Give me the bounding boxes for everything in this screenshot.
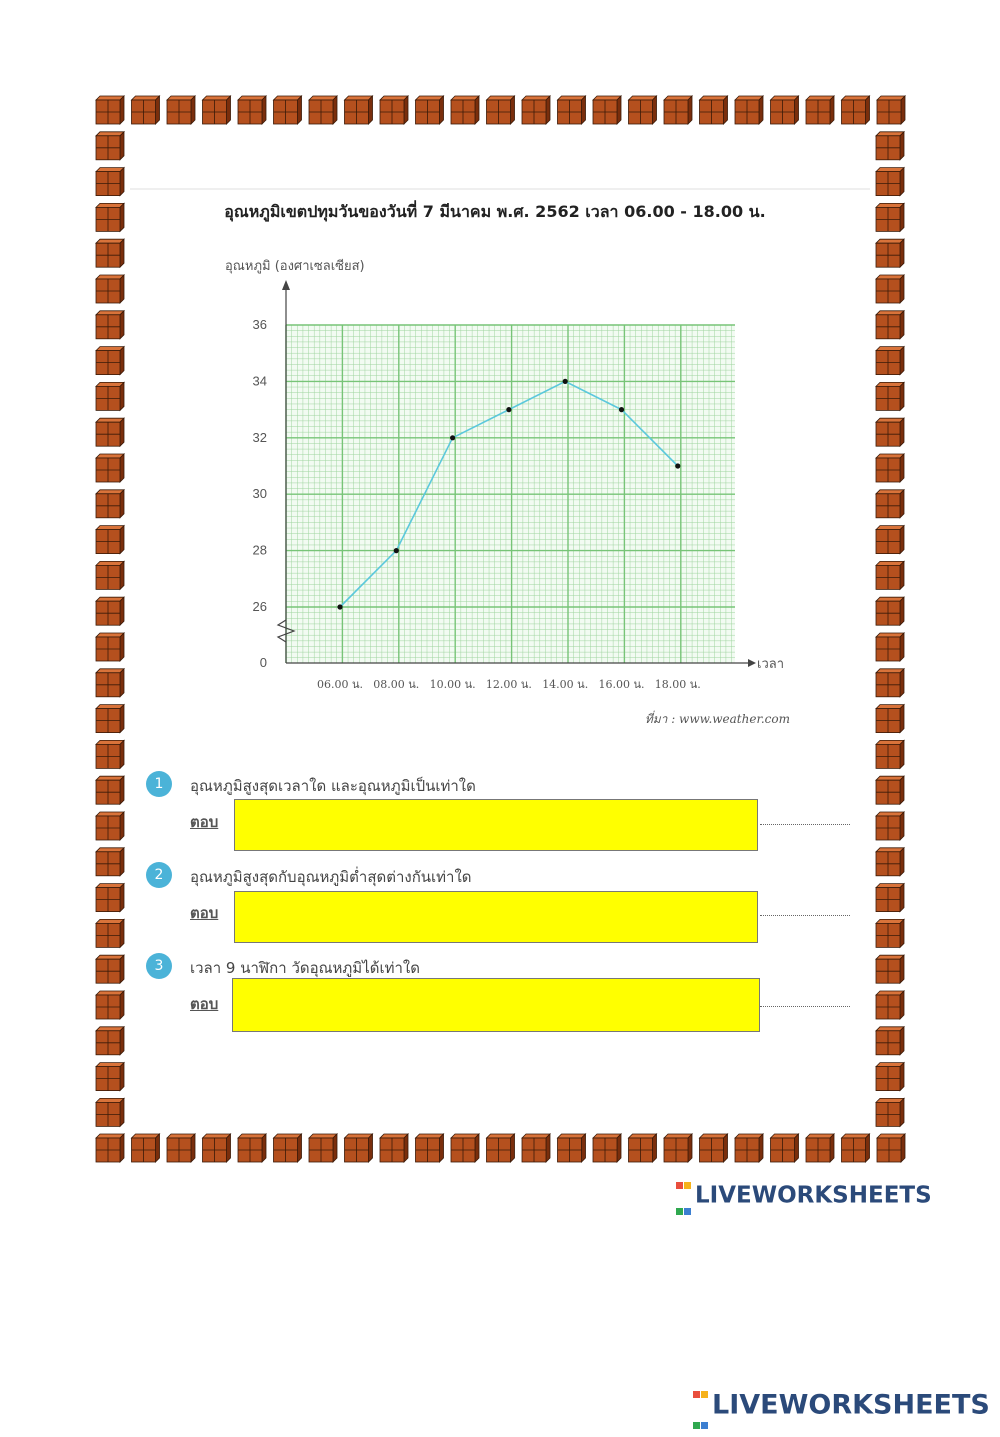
brick-box-icon: [876, 597, 904, 625]
brick-box-icon: [664, 1134, 692, 1162]
brick-box-icon: [806, 1134, 834, 1162]
x-tick-label: 06.00 น.: [316, 678, 364, 691]
brick-box-icon: [238, 96, 266, 124]
brick-box-icon: [876, 848, 904, 876]
x-tick-label: 18.00 น.: [654, 678, 701, 691]
question-2-answer-label: ตอบ: [190, 904, 219, 922]
brick-box-icon: [96, 812, 124, 840]
brick-box-icon: [96, 311, 124, 339]
answer-dotted-line: [760, 824, 850, 825]
question-1-answer-label: ตอบ: [190, 813, 219, 831]
brick-box-icon: [132, 96, 160, 124]
question-3-answer-label: ตอบ: [190, 995, 219, 1013]
brick-box-icon: [522, 96, 550, 124]
brick-box-icon: [345, 1134, 373, 1162]
answer-dotted-line: [760, 915, 850, 916]
brick-box-icon: [96, 705, 124, 733]
question-3-text: เวลา 9 นาฬิกา วัดอุณหภูมิได้เท่าใด: [190, 959, 420, 977]
data-point: [450, 435, 455, 440]
brick-box-icon: [629, 96, 657, 124]
question-1-text: อุณหภูมิสูงสุดเวลาใด และอุณหภูมิเป็นเท่าใด: [190, 777, 476, 795]
chart-title: อุณหภูมิเขตปทุมวันของวันที่ 7 มีนาคม พ.ศ. 2562 เวลา 06.00 - 18.00 น.: [224, 202, 766, 221]
brick-box-icon: [96, 526, 124, 554]
brick-box-icon: [558, 96, 586, 124]
brick-box-icon: [487, 1134, 515, 1162]
brick-box-icon: [771, 1134, 799, 1162]
brick-box-icon: [806, 96, 834, 124]
y-tick-label: 36: [252, 317, 267, 332]
brick-box-icon: [664, 96, 692, 124]
brick-box-icon: [309, 96, 337, 124]
brick-box-icon: [203, 1134, 231, 1162]
y-tick-label: 32: [252, 429, 267, 445]
brick-box-icon: [876, 275, 904, 303]
brick-box-icon: [96, 418, 124, 446]
brick-box-icon: [380, 96, 408, 124]
brick-box-icon: [522, 1134, 550, 1162]
data-point: [563, 379, 568, 384]
question-2-answer-input[interactable]: [234, 891, 758, 943]
brick-box-icon: [876, 561, 904, 589]
brick-box-icon: [203, 96, 231, 124]
brick-box-icon: [96, 132, 124, 160]
x-tick-label: 14.00 น.: [542, 678, 589, 691]
brick-box-icon: [877, 96, 905, 124]
liveworksheets-logo-icon: [676, 1170, 692, 1222]
question-3-answer-input[interactable]: [232, 978, 760, 1032]
y-axis-label: อุณหภูมิ (องศาเซลเซียส): [225, 259, 365, 274]
source-note: ที่มา : www.weather.com: [644, 712, 790, 726]
question-2-number: 2: [146, 862, 172, 888]
brick-box-icon: [876, 239, 904, 267]
y-axis-arrow: [282, 280, 290, 290]
brick-box-icon: [96, 848, 124, 876]
y-tick-label: 28: [252, 542, 267, 558]
brick-box-icon: [96, 275, 124, 303]
data-point: [337, 604, 342, 609]
brick-box-icon: [876, 884, 904, 912]
brick-box-icon: [132, 1134, 160, 1162]
brick-box-icon: [700, 96, 728, 124]
brick-box-icon: [238, 1134, 266, 1162]
brick-box-icon: [96, 1098, 124, 1126]
brick-box-icon: [876, 1063, 904, 1091]
x-tick-label: 10.00 น.: [429, 678, 476, 691]
brick-box-icon: [96, 239, 124, 267]
liveworksheets-logo: LIVEWORKSHEETS: [676, 1170, 932, 1222]
brick-box-icon: [735, 1134, 763, 1162]
brick-box-icon: [876, 991, 904, 1019]
brick-box-icon: [96, 1063, 124, 1091]
brick-box-icon: [345, 96, 373, 124]
brick-box-icon: [876, 418, 904, 446]
brick-box-icon: [96, 203, 124, 231]
liveworksheets-logo-footer: LIVEWORKSHEETS: [693, 1375, 990, 1437]
question-3-number: 3: [146, 953, 172, 979]
brick-box-icon: [876, 1027, 904, 1055]
brick-box-icon: [771, 96, 799, 124]
brick-box-icon: [876, 919, 904, 947]
question-1-answer-input[interactable]: [234, 799, 758, 851]
brick-box-icon: [876, 955, 904, 983]
brick-box-icon: [876, 347, 904, 375]
brick-box-icon: [842, 1134, 870, 1162]
brick-box-icon: [700, 1134, 728, 1162]
brick-box-icon: [876, 740, 904, 768]
brick-box-icon: [309, 1134, 337, 1162]
brick-box-icon: [629, 1134, 657, 1162]
data-point: [394, 548, 399, 553]
brick-box-icon: [842, 96, 870, 124]
brick-box-icon: [96, 633, 124, 661]
liveworksheets-logo-icon: [693, 1375, 709, 1437]
brick-box-icon: [96, 740, 124, 768]
brick-box-icon: [96, 597, 124, 625]
brick-box-icon: [876, 168, 904, 196]
x-axis-arrow: [748, 659, 756, 667]
brick-box-icon: [96, 1134, 124, 1162]
y-tick-label: 26: [252, 599, 267, 614]
divider: [130, 188, 870, 190]
brick-box-icon: [274, 96, 302, 124]
brick-box-icon: [487, 96, 515, 124]
y-tick-label: 30: [252, 486, 267, 502]
brick-box-icon: [593, 96, 621, 124]
brick-box-icon: [876, 669, 904, 697]
brick-box-icon: [96, 991, 124, 1019]
brick-box-icon: [96, 454, 124, 482]
brick-box-icon: [876, 633, 904, 661]
brick-box-icon: [593, 1134, 621, 1162]
brick-box-icon: [876, 1098, 904, 1126]
brick-box-icon: [876, 526, 904, 554]
x-tick-label: 12.00 น.: [485, 678, 532, 691]
brick-box-icon: [96, 96, 124, 124]
brick-box-icon: [877, 1134, 905, 1162]
brick-box-icon: [167, 96, 195, 124]
x-tick-label: 08.00 น.: [373, 678, 420, 691]
brick-box-icon: [876, 454, 904, 482]
brick-box-icon: [876, 776, 904, 804]
brick-box-icon: [96, 919, 124, 947]
brick-box-icon: [876, 490, 904, 518]
brick-box-icon: [96, 955, 124, 983]
brick-box-icon: [876, 382, 904, 410]
brick-box-icon: [876, 812, 904, 840]
brick-box-icon: [96, 669, 124, 697]
question-1-number: 1: [146, 771, 172, 797]
brick-box-icon: [558, 1134, 586, 1162]
brick-box-icon: [96, 1027, 124, 1055]
brick-box-icon: [735, 96, 763, 124]
brick-box-icon: [167, 1134, 195, 1162]
brick-box-icon: [876, 311, 904, 339]
brick-box-icon: [96, 776, 124, 804]
data-point: [506, 407, 511, 412]
brick-box-icon: [416, 96, 444, 124]
data-point: [675, 463, 680, 468]
x-tick-label: 16.00 น.: [598, 678, 645, 691]
brick-box-icon: [451, 96, 479, 124]
brick-box-icon: [876, 203, 904, 231]
brick-box-icon: [96, 347, 124, 375]
brick-box-icon: [451, 1134, 479, 1162]
brick-box-icon: [876, 705, 904, 733]
y-tick-label: 34: [252, 373, 267, 389]
temperature-line-chart: [220, 250, 800, 730]
answer-dotted-line: [760, 1006, 850, 1007]
brick-box-icon: [96, 168, 124, 196]
brick-box-icon: [416, 1134, 444, 1162]
data-point: [619, 407, 624, 412]
brick-box-icon: [274, 1134, 302, 1162]
brick-box-icon: [96, 490, 124, 518]
question-2-text: อุณหภูมิสูงสุดกับอุณหภูมิต่ำสุดต่างกันเท่าใด: [190, 868, 472, 886]
x-axis-label: เวลา: [757, 657, 785, 672]
brick-box-icon: [876, 132, 904, 160]
y-tick-label: 0: [259, 655, 267, 670]
brick-box-icon: [96, 382, 124, 410]
brick-box-icon: [96, 884, 124, 912]
brick-box-icon: [96, 561, 124, 589]
brick-box-icon: [380, 1134, 408, 1162]
